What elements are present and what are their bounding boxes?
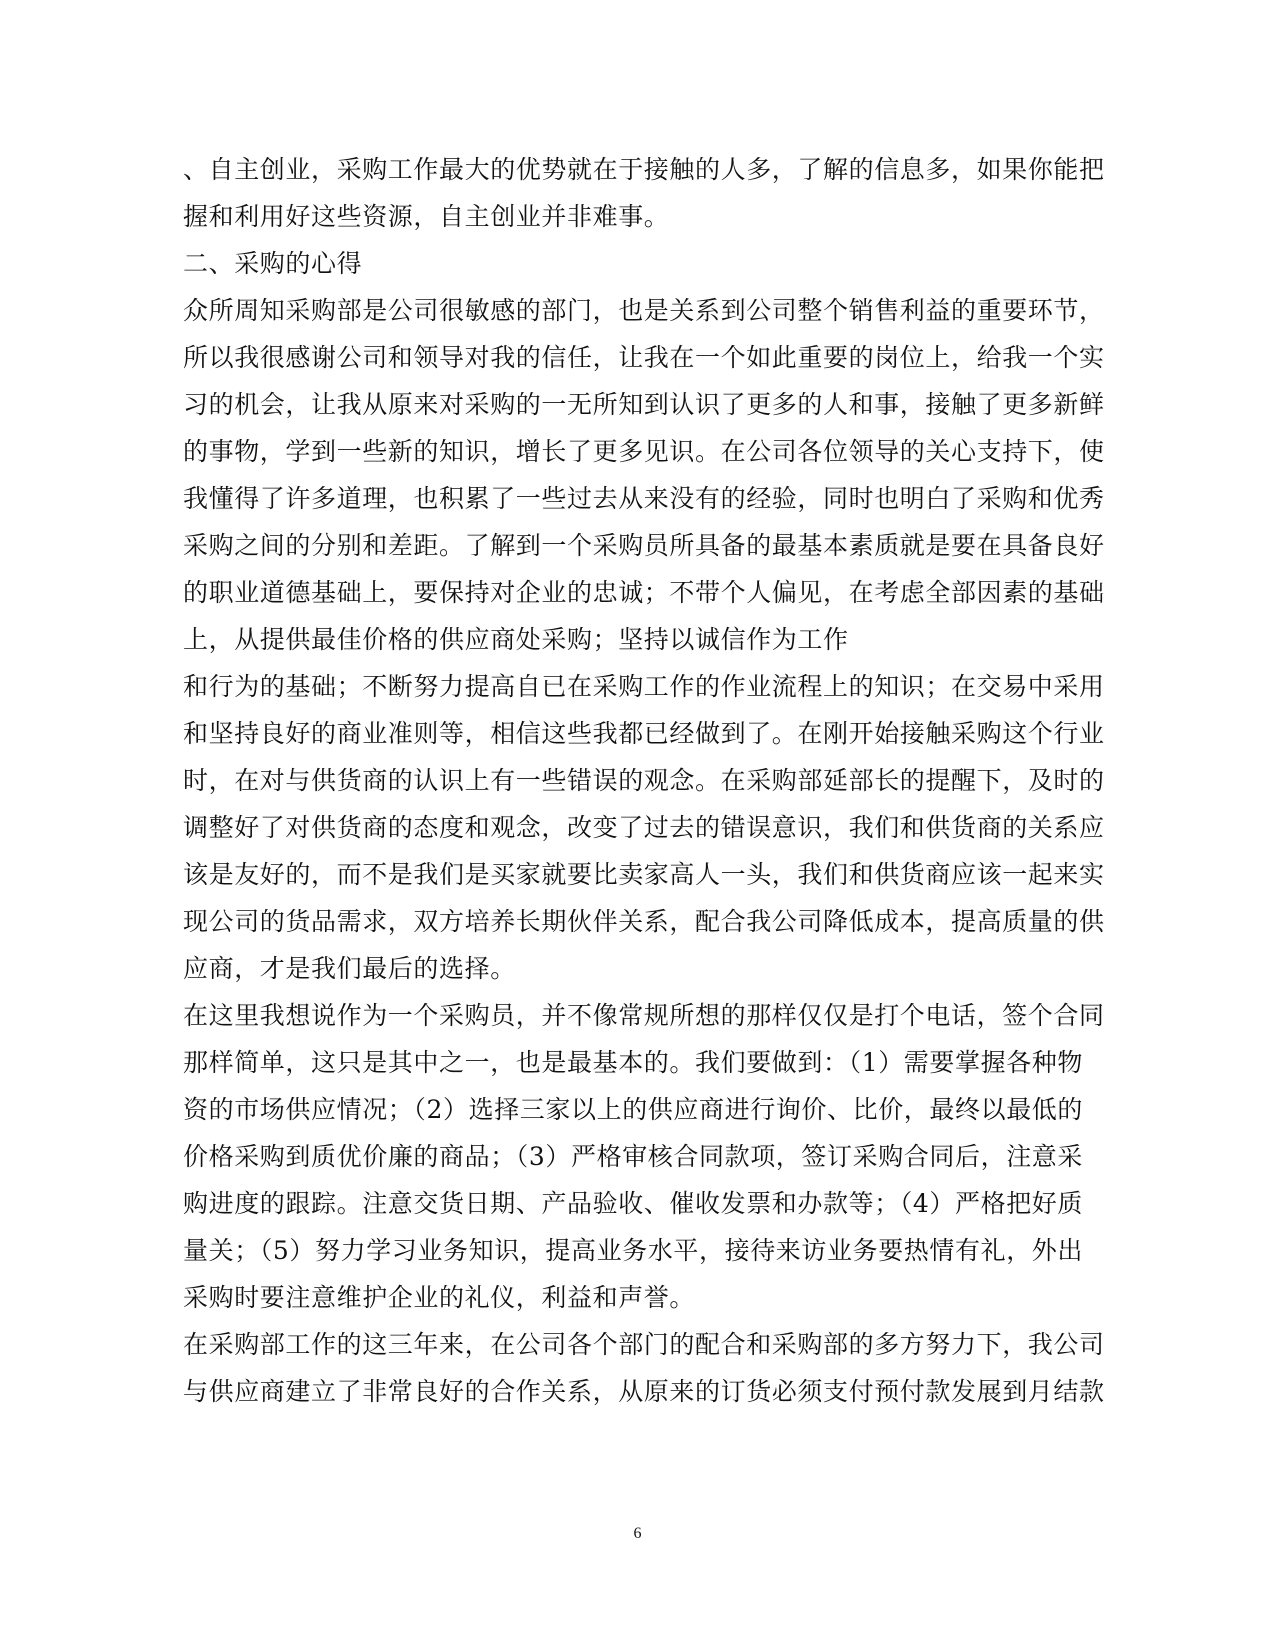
text-line: 现公司的货品需求，双方培养长期伙伴关系，配合我公司降低成本，提高质量的供	[183, 907, 1105, 936]
section-heading: 二、采购的心得	[183, 249, 363, 278]
text-line: 和行为的基础；不断努力提高自已在采购工作的作业流程上的知识；在交易中采用	[183, 672, 1105, 701]
page-number: 6	[633, 1525, 642, 1542]
text-line: 上，从提供最佳价格的供应商处采购；坚持以诚信作为工作	[183, 625, 849, 654]
text-line: 握和利用好这些资源，自主创业并非难事。	[183, 202, 670, 231]
text-line: 在这里我想说作为一个采购员，并不像常规所想的那样仅仅是打个电话，签个合同	[183, 1001, 1105, 1030]
text-line: 应商，才是我们最后的选择。	[183, 954, 516, 983]
text-line: 采购时要注意维护企业的礼仪，利益和声誉。	[183, 1283, 696, 1312]
text-line: 的职业道德基础上，要保持对企业的忠诚；不带个人偏见，在考虑全部因素的基础	[183, 578, 1105, 607]
text-line: 在采购部工作的这三年来，在公司各个部门的配合和采购部的多方努力下，我公司	[183, 1330, 1105, 1359]
text-line: 该是友好的，而不是我们是买家就要比卖家高人一头，我们和供货商应该一起来实	[183, 860, 1105, 889]
text-line: 、自主创业，采购工作最大的优势就在于接触的人多，了解的信息多，如果你能把	[183, 155, 1105, 184]
text-line: 习的机会，让我从原来对采购的一无所知到认识了更多的人和事，接触了更多新鲜	[183, 390, 1105, 419]
text-line: 价格采购到质优价廉的商品；（3）严格审核合同款项，签订采购合同后，注意采	[183, 1142, 1084, 1171]
text-line: 我懂得了许多道理，也积累了一些过去从来没有的经验，同时也明白了采购和优秀	[183, 484, 1105, 513]
text-line: 采购之间的分别和差距。了解到一个采购员所具备的最基本素质就是要在具备良好	[183, 531, 1105, 560]
text-line: 众所周知采购部是公司很敏感的部门，也是关系到公司整个销售利益的重要环节，	[183, 296, 1105, 325]
text-line: 购进度的跟踪。注意交货日期、产品验收、催收发票和办款等；（4）严格把好质	[183, 1189, 1084, 1218]
text-line: 资的市场供应情况；（2）选择三家以上的供应商进行询价、比价，最终以最低的	[183, 1095, 1084, 1124]
text-line: 和坚持良好的商业准则等，相信这些我都已经做到了。在刚开始接触采购这个行业	[183, 719, 1105, 748]
text-line: 调整好了对供货商的态度和观念，改变了过去的错误意识，我们和供货商的关系应	[183, 813, 1105, 842]
text-line: 与供应商建立了非常良好的合作关系，从原来的订货必须支付预付款发展到月结款	[183, 1377, 1105, 1406]
text-line: 时，在对与供货商的认识上有一些错误的观念。在采购部延部长的提醒下，及时的	[183, 766, 1105, 795]
text-line: 所以我很感谢公司和领导对我的信任，让我在一个如此重要的岗位上，给我一个实	[183, 343, 1105, 372]
text-line: 的事物，学到一些新的知识，增长了更多见识。在公司各位领导的关心支持下，使	[183, 437, 1105, 466]
text-line: 那样简单，这只是其中之一，也是最基本的。我们要做到：（1）需要掌握各种物	[183, 1048, 1084, 1077]
text-line: 量关；（5）努力学习业务知识，提高业务水平，接待来访业务要热情有礼，外出	[183, 1236, 1084, 1265]
